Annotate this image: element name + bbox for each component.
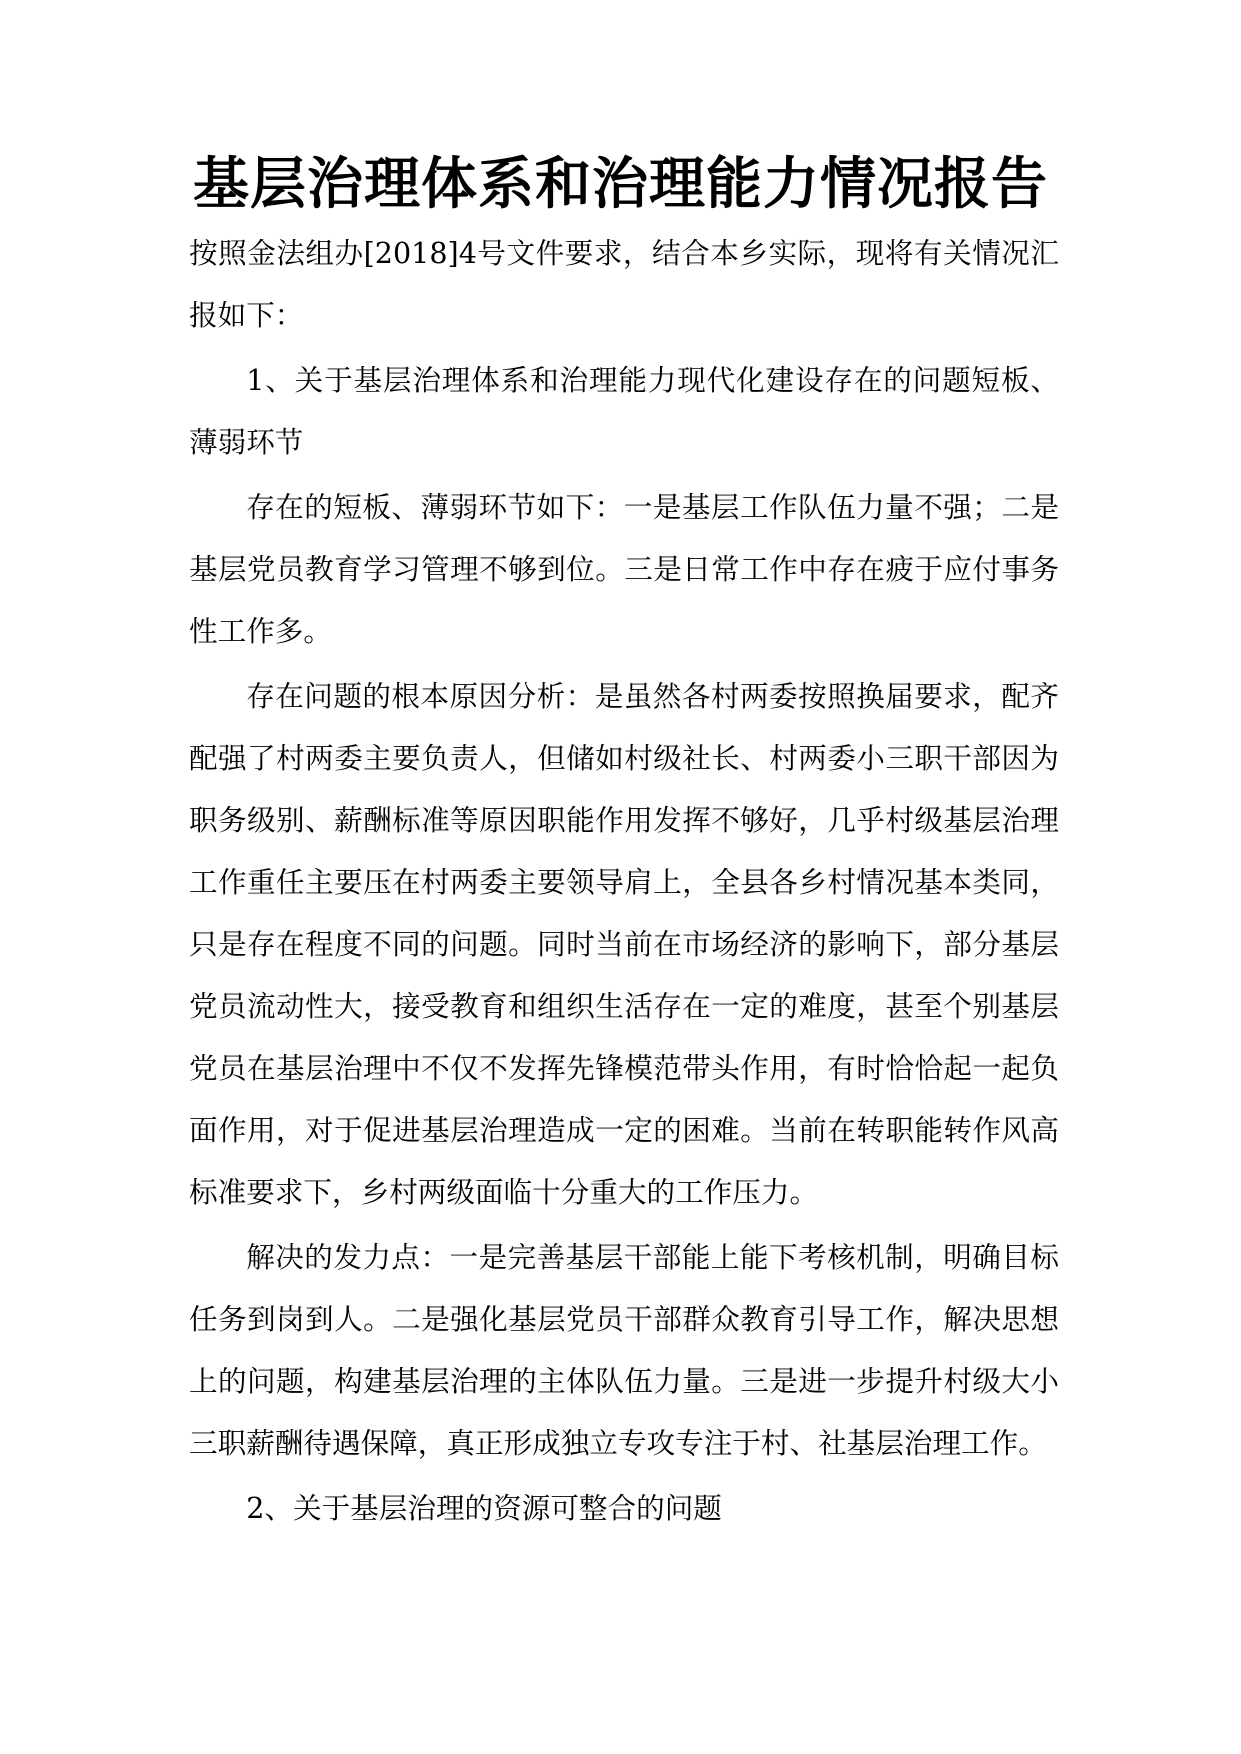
document-title: 基层治理体系和治理能力情况报告	[193, 151, 1048, 217]
intro-paragraph: 按照金法组办[2018]4号文件要求，结合本乡实际，现将有关情况汇报如下：	[189, 236, 1059, 332]
weaknesses-paragraph: 存在的短板、薄弱环节如下：一是基层工作队伍力量不强；二是基层党员教育学习管理不够到位。三是日常工作中存在疲于应付事务性工作多。	[189, 490, 1059, 648]
section-2-heading: 2、关于基层治理的资源可整合的问题	[246, 1491, 722, 1525]
document-body	[189, 222, 1059, 1542]
section-1-heading: 1、关于基层治理体系和治理能力现代化建设存在的问题短板、薄弱环节	[189, 363, 1059, 459]
solutions-paragraph: 解决的发力点：一是完善基层干部能上能下考核机制，明确目标任务到岗到人。二是强化基层党员干部群众教育引导工作，解决思想上的问题，构建基层治理的主体队伍力量。三是进一步提升村级大小三职薪酬待遇保障，真正形成独立专攻专注于村、社基层治理工作。	[189, 1240, 1059, 1460]
root-cause-paragraph: 存在问题的根本原因分析：是虽然各村两委按照换届要求，配齐配强了村两委主要负责人，但储如村级社长、村两委小三职干部因为职务级别、薪酬标准等原因职能作用发挥不够好，几乎村级基层治理工作重任主要压在村两委主要领导肩上，全县各乡村情况基本类同，只是存在程度不同的问题。同时当前在市场经济的影响下，部分基层党员流动性大，接受教育和组织生活存在一定的难度，甚至个别基层党员在基层治理中不仅不发挥先锋模范带头作用，有时恰恰起一起负面作用，对于促进基层治理造成一定的困难。当前在转职能转作风高标准要求下，乡村两级面临十分重大的工作压力。	[189, 679, 1059, 1209]
